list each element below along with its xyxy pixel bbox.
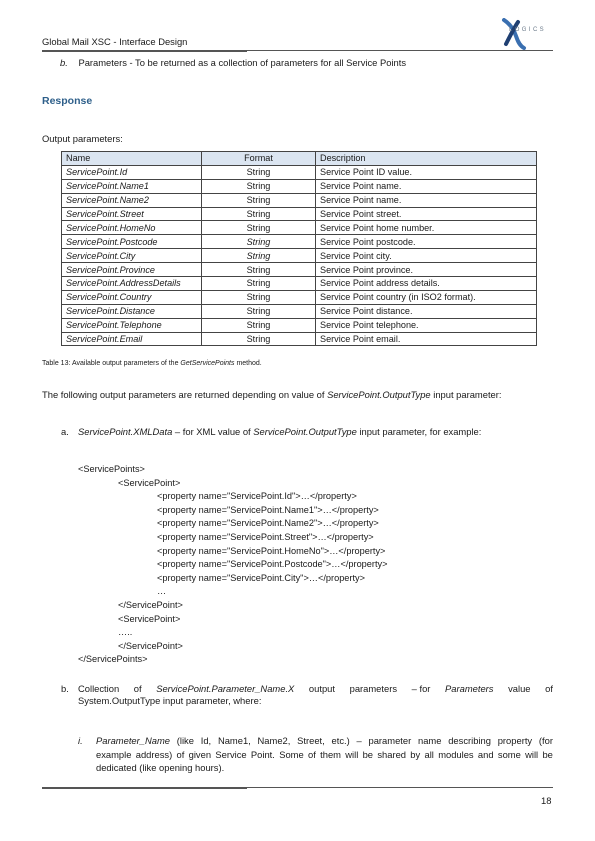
table-row <box>62 193 537 207</box>
list-marker: a. <box>61 426 69 437</box>
cell-name: ServicePoint.Name1 <box>62 179 202 193</box>
item-b-word: Collection <box>78 683 120 694</box>
table-row <box>62 207 537 221</box>
column-header-description: Description <box>316 152 537 166</box>
item-i-word: Some <box>279 748 304 760</box>
document-title: Global Mail XSC - Interface Design <box>42 36 188 47</box>
table-row <box>62 263 537 277</box>
cell-format: String <box>202 332 316 346</box>
item-i-word: Point. <box>250 748 275 760</box>
item-i-name: Parameter_Name <box>96 735 170 746</box>
item-i-word: all <box>424 748 434 760</box>
item-i-word: Name2, <box>257 735 291 746</box>
cell-format: String <box>202 165 316 179</box>
logo-text: LOGICS <box>509 27 547 33</box>
item-a-name: ServicePoint.XMLData <box>78 426 173 437</box>
table-row <box>62 332 537 346</box>
item-b-word: Parameters <box>445 683 494 694</box>
table-row <box>62 235 537 249</box>
table-row <box>62 277 537 291</box>
list-item-text: Parameters - To be returned as a collection of parameters for all Service Points <box>78 57 407 68</box>
cell-description: Service Point street. <box>316 207 537 221</box>
footer-divider-accent <box>42 788 247 789</box>
item-i-word: property <box>497 735 533 746</box>
cell-name: ServicePoint.Email <box>62 332 202 346</box>
cell-format: String <box>202 318 316 332</box>
cell-description: Service Point distance. <box>316 304 537 318</box>
cell-format: String <box>202 235 316 249</box>
item-i-word: parameter <box>368 735 412 746</box>
column-header-name: Name <box>62 152 202 166</box>
cell-format: String <box>202 249 316 263</box>
item-i-word: of <box>308 748 316 760</box>
logo-x-mark-icon <box>496 18 556 50</box>
xml-line: <ServicePoint> <box>118 613 181 624</box>
item-i-word: (like <box>176 735 194 746</box>
cell-description: Service Point postcode. <box>316 235 537 249</box>
table-row <box>62 221 537 235</box>
xml-line: ….. <box>118 627 133 638</box>
cell-name: ServicePoint.Country <box>62 290 202 304</box>
item-i-word: will <box>525 748 539 760</box>
cell-name: ServicePoint.Distance <box>62 304 202 318</box>
cell-description: Service Point home number. <box>316 221 537 235</box>
cell-description: Service Point province. <box>316 263 537 277</box>
cell-format: String <box>202 179 316 193</box>
xml-line: <property name="ServicePoint.Postcode">…</property> <box>157 559 388 570</box>
item-i-word: example <box>96 748 132 760</box>
cell-format: String <box>202 263 316 277</box>
column-header-format: Format <box>202 152 316 166</box>
table-row <box>62 249 537 263</box>
item-i-word: modules <box>438 748 474 760</box>
cell-name: ServicePoint.Province <box>62 263 202 277</box>
cell-format: String <box>202 193 316 207</box>
item-i-word: name <box>418 735 442 746</box>
item-i-word: by <box>410 748 421 760</box>
item-i-word: address) <box>135 748 173 760</box>
intro-param: ServicePoint.OutputType <box>327 389 431 400</box>
cell-name: ServicePoint.Street <box>62 207 202 221</box>
item-i-word: be <box>362 748 374 760</box>
table-row <box>62 318 537 332</box>
item-i-word: of <box>176 748 185 760</box>
page-number: 18 <box>541 795 552 806</box>
item-i-word: describing <box>448 735 491 746</box>
item-b-line-1 <box>78 683 553 695</box>
xml-line: <property name="ServicePoint.HomeNo">…</property> <box>157 545 386 556</box>
item-i-word: Street, <box>297 735 325 746</box>
item-a-middle: – for XML value of <box>172 426 254 437</box>
xml-line: </ServicePoint> <box>118 640 183 651</box>
cell-format: String <box>202 290 316 304</box>
cell-format: String <box>202 207 316 221</box>
item-b-line-2: System.OutputType input parameter, where: <box>78 695 262 706</box>
cell-format: String <box>202 304 316 318</box>
intro-prefix: The following output parameters are returned depending on value of <box>42 389 328 400</box>
cell-name: ServicePoint.Postcode <box>62 235 202 249</box>
item-i-word: – <box>356 735 362 746</box>
intro-suffix: input parameter: <box>430 389 502 400</box>
item-i-word: given <box>188 748 212 760</box>
xml-line: <ServicePoints> <box>78 464 145 474</box>
cell-description: Service Point address details. <box>316 277 537 291</box>
cell-description: Service Point telephone. <box>316 318 537 332</box>
xml-line: <property name="ServicePoint.City">…</property> <box>157 572 365 583</box>
cell-name: ServicePoint.HomeNo <box>62 221 202 235</box>
xml-line: <ServicePoint> <box>118 477 181 488</box>
list-marker: b. <box>60 57 68 68</box>
cell-name: ServicePoint.AddressDetails <box>62 277 202 291</box>
caption-prefix: Table 13: Available output parameters of the <box>42 360 181 367</box>
cell-description: Service Point city. <box>316 249 537 263</box>
cell-name: ServicePoint.Id <box>62 165 202 179</box>
cell-format: String <box>202 221 316 235</box>
cell-name: ServicePoint.Telephone <box>62 318 202 332</box>
table-header-row <box>62 152 537 166</box>
xml-line: <property name="ServicePoint.Street">…</property> <box>157 532 374 542</box>
item-i-word: and <box>477 748 494 760</box>
output-parameters-table <box>61 151 537 346</box>
table-caption <box>42 359 262 368</box>
table-row <box>62 179 537 193</box>
list-marker: b. <box>61 683 69 694</box>
item-i-line-2 <box>96 748 553 762</box>
header-divider-accent <box>42 51 247 52</box>
xml-line: <property name="ServicePoint.Id">…</property> <box>157 491 357 502</box>
item-i-word: them <box>320 748 341 760</box>
item-i-line-1 <box>96 734 553 748</box>
xml-line: </ServicePoint> <box>118 600 183 610</box>
item-a-param: ServicePoint.OutputType <box>253 426 357 437</box>
item-b-word: value <box>508 683 531 694</box>
cell-description: Service Point email. <box>316 332 537 346</box>
item-i-line-3: dedicated (like opening hours). <box>96 762 225 773</box>
list-item-parameters <box>60 57 406 69</box>
xml-line: </ServicePoints> <box>78 654 148 665</box>
item-i-word: Name1, <box>217 735 251 746</box>
table-row <box>62 304 537 318</box>
item-a-suffix: input parameter, for example: <box>356 426 482 437</box>
item-i-word: some <box>497 748 521 760</box>
list-item-xmldata <box>61 426 481 438</box>
item-b-word: ServicePoint.Parameter_Name.X <box>156 683 295 694</box>
table-row <box>62 165 537 179</box>
item-i-word: be <box>542 748 553 760</box>
item-i-word: shared <box>377 748 406 760</box>
cell-name: ServicePoint.City <box>62 249 202 263</box>
cell-name: ServicePoint.Name2 <box>62 193 202 207</box>
section-heading-response: Response <box>42 95 93 107</box>
xlogics-logo <box>496 18 556 50</box>
intro-paragraph <box>42 389 502 401</box>
caption-method-name: GetServicePoints <box>180 360 235 367</box>
cell-description: Service Point name. <box>316 193 537 207</box>
cell-description: Service Point name. <box>316 179 537 193</box>
cell-format: String <box>202 277 316 291</box>
output-parameters-label: Output parameters: <box>42 133 123 144</box>
item-i-word: will <box>345 748 359 760</box>
item-i-word: Id, <box>200 735 212 746</box>
item-i-word: (for <box>538 735 553 746</box>
caption-suffix: method. <box>234 360 262 367</box>
sub-list-marker: i. <box>78 735 83 746</box>
item-b-word: parameters <box>349 683 398 694</box>
item-i-word: etc.) <box>331 735 350 746</box>
cell-description: Service Point ID value. <box>316 165 537 179</box>
xml-line: <property name="ServicePoint.Name1">…</property> <box>157 504 379 515</box>
item-i-word: Service <box>215 748 247 760</box>
cell-description: Service Point country (in ISO2 format). <box>316 290 537 304</box>
xml-line: … <box>157 586 167 597</box>
item-b-word: of <box>545 683 553 694</box>
item-b-word: – for <box>411 683 431 694</box>
item-b-word: output <box>308 683 335 694</box>
xml-line: <property name="ServicePoint.Name2">…</property> <box>157 518 379 529</box>
table-row <box>62 290 537 304</box>
item-b-word: of <box>133 683 142 694</box>
